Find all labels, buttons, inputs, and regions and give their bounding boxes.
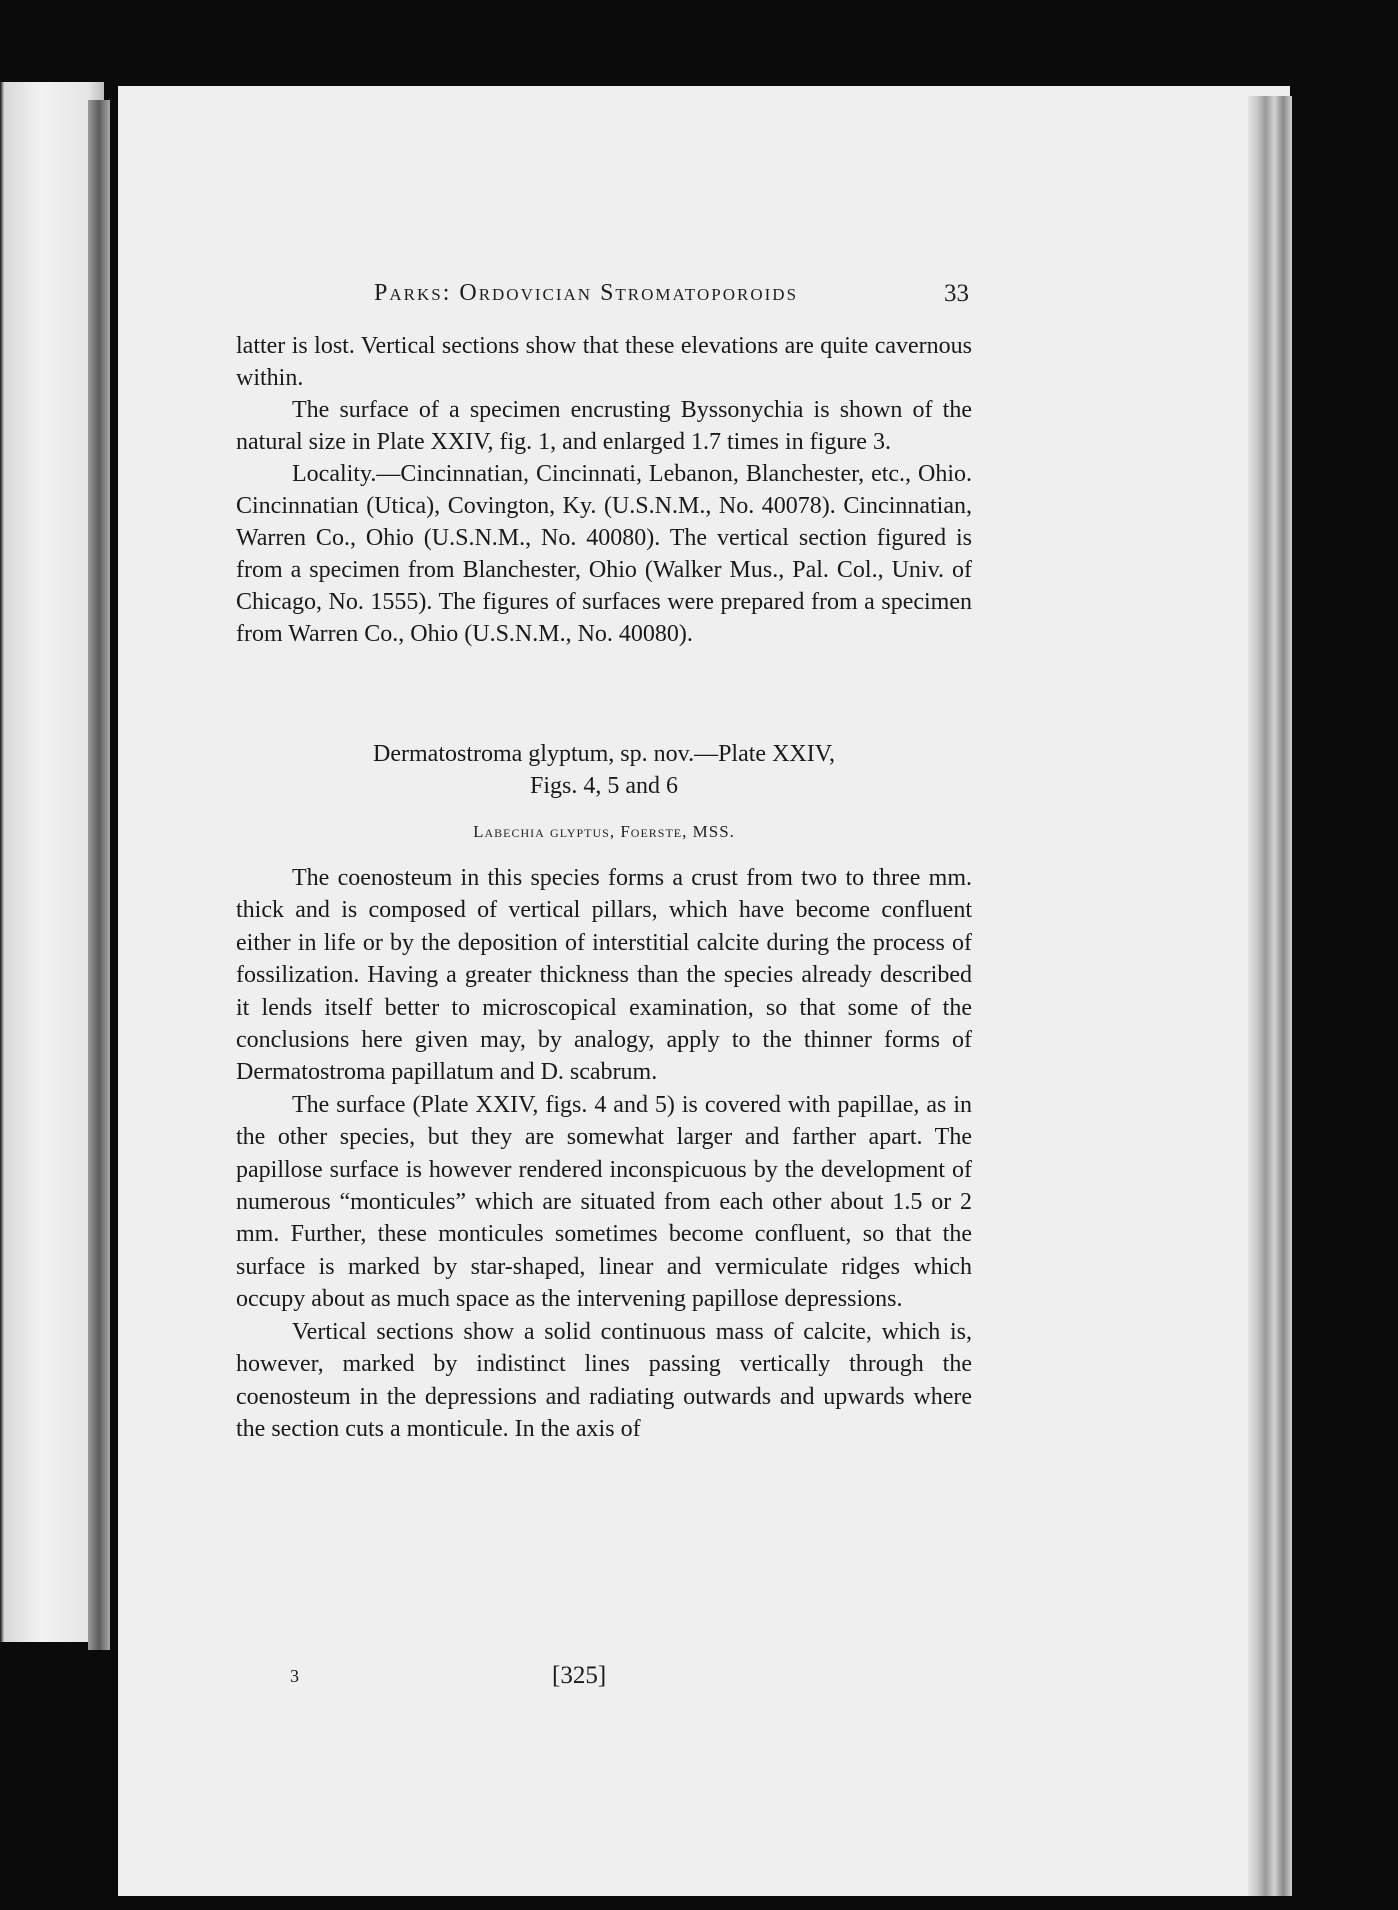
running-head: Parks: Ordovician Stromatoporoids: [374, 280, 799, 306]
section-title: [236, 738, 972, 802]
text-block-top: [236, 330, 972, 650]
page-stack-edge: [1248, 96, 1292, 1896]
paragraph: latter is lost. Vertical sections show that these elevations are quite cavernous within.: [236, 333, 972, 391]
bracket-page-number: [325]: [552, 1662, 607, 1689]
synonym: Labechia glyptus, Foerste, MSS.: [473, 822, 735, 841]
paragraph: Locality.—Cincinnatian, Cincinnati, Lebanon, Blanchester, etc., Ohio. Cincinnatian (Utica), Covington, Ky. (U.S.N.M., No. 40078). Cincinnatian, Warren Co., Ohio (U.S.N.M., No. 40080). The vertical section figured is from a specimen from Blanchester, Ohio (Walker Mus., Pal. Col., Univ. of Chicago, No. 1555). The figures of surfaces were prepared from a specimen from Warren Co., Ohio (U.S.N.M., No. 40080).: [236, 461, 972, 647]
signature-mark: 3: [290, 1666, 299, 1686]
text-block-bottom: [236, 862, 972, 1445]
section-title-line: Dermatostroma glyptum, sp. nov.—Plate XXIV,: [373, 741, 835, 767]
paragraph: The surface of a specimen encrusting Byssonychia is shown of the natural size in Plate XXIV, fig. 1, and enlarged 1.7 times in figure 3.: [236, 397, 972, 455]
paragraph: Vertical sections show a solid continuous mass of calcite, which is, however, marked by indistinct lines passing vertically through the coenosteum in the depressions and radiating outwards and upwards where the section cuts a monticule. In the axis of: [236, 1318, 972, 1442]
book-gutter: [88, 100, 110, 1650]
paragraph: The coenosteum in this species forms a crust from two to three mm. thick and is composed of vertical pillars, which have become confluent either in life or by the deposition of interstitial calcite during the process of fossilization. Having a greater thickness than the species already described it lends itself better to microscopical examination, so that some of the conclusions here given may, by analogy, apply to the thinner forms of Dermatostroma papillatum and D. scabrum.: [236, 865, 972, 1086]
page-number: 33: [944, 280, 969, 307]
paragraph: The surface (Plate XXIV, figs. 4 and 5) is covered with papillae, as in the other species, but they are somewhat larger and farther apart. The papillose surface is however rendered inconspicuous by the development of numerous “monticules” which are situated from each other about 1.5 or 2 mm. Further, these monticules sometimes become confluent, so that the surface is marked by star-shaped, linear and vermiculate ridges which occupy about as much space as the intervening papillose depressions.: [236, 1091, 972, 1313]
section-title-line: Figs. 4, 5 and 6: [529, 773, 678, 799]
